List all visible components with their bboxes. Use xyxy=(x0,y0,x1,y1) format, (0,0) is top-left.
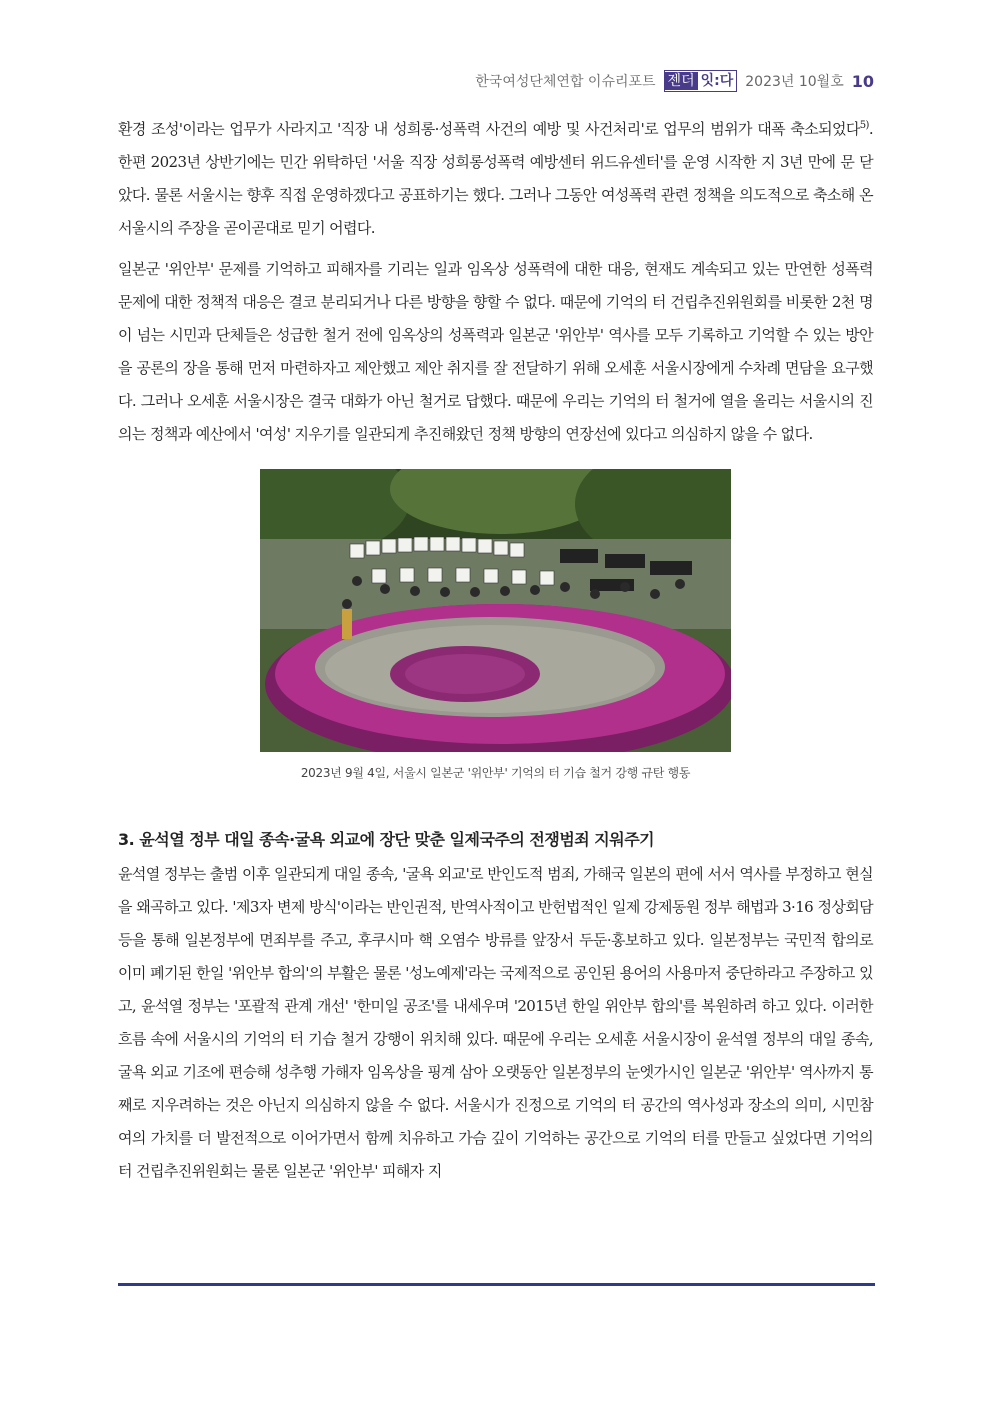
page-header xyxy=(475,70,874,92)
logo-part-2: 잇:다 xyxy=(700,73,734,89)
logo-part-1: 젠더 xyxy=(665,72,698,90)
protest-photo xyxy=(260,469,731,752)
page-number: 10 xyxy=(851,71,874,91)
paragraph-1 xyxy=(118,113,873,245)
figure-caption: 2023년 9월 4일, 서울시 일본군 '위안부' 기억의 터 기습 철거 강행 규탄 행동 xyxy=(300,766,691,780)
report-title: 한국여성단체연합 이슈리포트 xyxy=(475,74,656,90)
figure xyxy=(118,469,873,781)
paragraph-1-rest: . 한편 2023년 상반기에는 민간 위탁하던 '서울 직장 성희롱성폭력 예방센터 위드유센터'를 운영 시작한 지 3년 만에 문 닫았다. 물론 서울시는 향후 직접 운영하겠다고 공표하기는 했다. 그러나 그동안 여성폭력 관련 정책을 의도적으로 축소해 온 서울시의 주장을 곧이곧대로 믿기 어렵다. xyxy=(118,120,873,237)
paragraph-3: 윤석열 정부는 출범 이후 일관되게 대일 종속, '굴욕 외교'로 반인도적 범죄, 가해국 일본의 편에 서서 역사를 부정하고 현실을 왜곡하고 있다. '제3자 변제 방식'이라는 반인권적, 반역사적이고 반헌법적인 일제 강제동원 정부 해법과 3·16 정상회담 등을 통해 일본정부에 면죄부를 주고, 후쿠시마 핵 오염수 방류를 앞장서 두둔·홍보하고 있다. 일본정부는 국민적 합의로 이미 폐기된 한일 '위안부 합의'의 부활은 물론 '성노예제'라는 국제적으로 공인된 용어의 사용마저 중단하라고 주장하고 있고, 윤석열 정부는 '포괄적 관계 개선' '한미일 공조'를 내세우며 '2015년 한일 위안부 합의'를 복원하려 하고 있다. 이러한 흐름 속에 서울시의 기억의 터 기습 철거 강행이 위치해 있다. 때문에 우리는 오세훈 서울시장이 윤석열 정부의 대일 종속, 굴욕 외교 기조에 편승해 성추행 가해자 임옥상을 핑계 삼아 오랫동안 일본정부의 눈엣가시인 일본군 '위안부' 역사까지 통째로 지우려하는 것은 아닌지 의심하지 않을 수 없다. 서울시가 진정으로 기억의 터 공간의 역사성과 장소의 의미, 시민참여의 가치를 더 발전적으로 이어가면서 함께 치유하고 가슴 깊이 기억하는 공간으로 기억의 터를 만들고 싶었다면 기억의 터 건립추진위원회는 물론 일본군 '위안부' 피해자 지 xyxy=(118,865,873,1180)
section-heading: 3. 윤석열 정부 대일 종속·굴욕 외교에 장단 맞춘 일제국주의 전쟁범죄 지워주기 xyxy=(118,830,655,849)
main-content xyxy=(118,113,873,1196)
paragraph-1-text: 환경 조성'이라는 업무가 사라지고 '직장 내 성희롱·성폭력 사건의 예방 및 사건처리'로 업무의 범위가 대폭 축소되었다 xyxy=(118,120,860,138)
issue-date: 2023년 10월호 xyxy=(745,74,844,90)
footer-rule xyxy=(118,1283,875,1286)
paragraph-2: 일본군 '위안부' 문제를 기억하고 피해자를 기리는 일과 임옥상 성폭력에 대한 대응, 현재도 계속되고 있는 만연한 성폭력 문제에 대한 정책적 대응은 결코 분리되거나 다른 방향을 향할 수 없다. 때문에 기억의 터 건립추진위원회를 비롯한 2천 명이 넘는 시민과 단체들은 성급한 철거 전에 임옥상의 성폭력과 일본군 '위안부' 역사를 모두 기록하고 기억할 수 있는 방안을 공론의 장을 통해 먼저 마련하자고 제안했고 제안 취지를 잘 전달하기 위해 오세훈 서울시장에게 수차례 면담을 요구했다. 그러나 오세훈 서울시장은 결국 대화가 아닌 철거로 답했다. 때문에 우리는 기억의 터 철거에 열을 올리는 서울시의 진의는 정책과 예산에서 '여성' 지우기를 일관되게 추진해왔던 정책 방향의 연장선에 있다고 의심하지 않을 수 없다. xyxy=(118,260,873,443)
footnote-ref[interactable]: 5) xyxy=(859,120,869,131)
gender-itda-logo xyxy=(664,70,738,92)
